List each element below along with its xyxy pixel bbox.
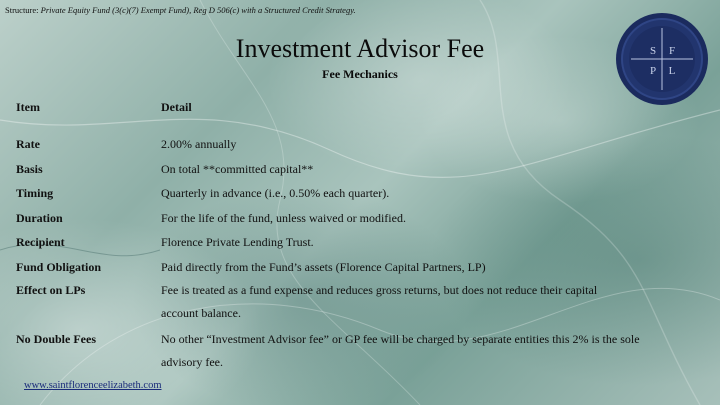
website-link[interactable]: www.saintflorenceelizabeth.com <box>24 380 162 391</box>
row-detail: On total **committed capital** <box>161 162 314 176</box>
structure-caption <box>5 5 356 15</box>
row-detail: Florence Private Lending Trust. <box>161 235 314 249</box>
row-item: Basis <box>16 162 43 176</box>
row-detail: Paid directly from the Fund’s assets (Florence Capital Partners, LP) <box>161 260 486 274</box>
row-detail-continuation: advisory fee. <box>161 355 223 369</box>
structure-label: Structure: <box>5 5 39 15</box>
logo-seal-icon <box>615 12 709 106</box>
logo-letter-s: S <box>649 45 657 57</box>
page-subtitle: Fee Mechanics <box>322 67 398 81</box>
page-title: Investment Advisor Fee <box>235 34 485 63</box>
row-detail-continuation: account balance. <box>161 306 241 320</box>
row-detail: 2.00% annually <box>161 137 237 151</box>
row-item: No Double Fees <box>16 332 96 346</box>
row-detail: For the life of the fund, unless waived or modified. <box>161 211 406 225</box>
row-detail: Fee is treated as a fund expense and reduces gross returns, but does not reduce their capital <box>161 283 598 297</box>
row-item: Rate <box>16 137 40 151</box>
row-detail: No other “Investment Advisor fee” or GP fee will be charged by separate entities this 2% is the sole <box>161 332 640 346</box>
row-item: Duration <box>16 211 63 225</box>
logo-letter-l: L <box>668 65 676 77</box>
logo-letter-f: F <box>668 45 676 57</box>
row-detail: Quarterly in advance (i.e., 0.50% each quarter). <box>161 186 390 200</box>
structure-value: Private Equity Fund (3(c)(7) Exempt Fund), Reg D 506(c) with a Structured Credit Strategy. <box>40 5 356 15</box>
row-item: Timing <box>16 186 54 200</box>
row-item: Effect on LPs <box>16 283 86 297</box>
logo-letter-p: P <box>649 65 657 77</box>
column-header-detail: Detail <box>161 100 192 114</box>
column-header-item: Item <box>16 100 40 114</box>
row-item: Fund Obligation <box>16 260 102 274</box>
row-item: Recipient <box>16 235 65 249</box>
